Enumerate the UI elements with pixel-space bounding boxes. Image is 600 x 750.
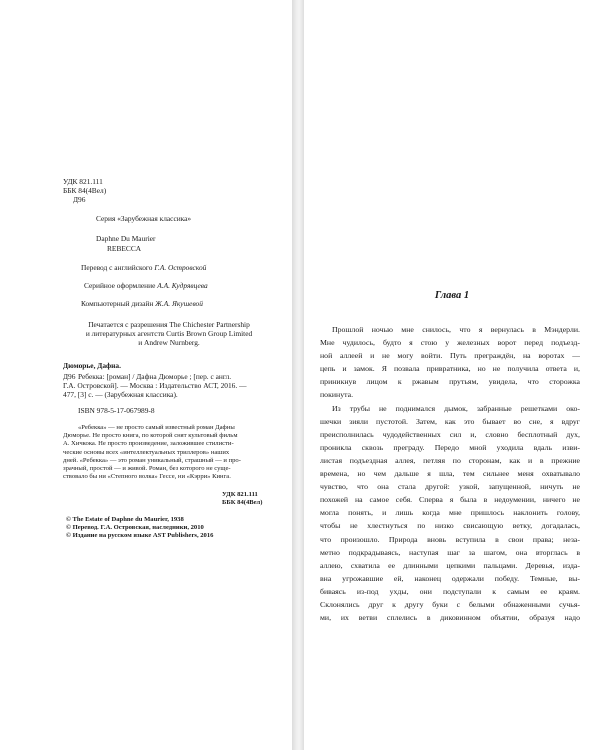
isbn: ISBN 978-5-17-067989-8 xyxy=(78,406,155,415)
original-title: REBECCA xyxy=(107,244,142,253)
translator-name: Г.А. Островской xyxy=(154,263,207,272)
catalog-line: Ребекка: [роман] / Дафна Дюморье ; [пер. с англ. xyxy=(78,372,232,381)
bbk-bottom-line: ББК 84(4Вел) xyxy=(222,499,263,507)
catalog-line: 477, [3] с. — (Зарубежная классика). xyxy=(63,390,178,399)
body-line: Мне чудилось, будто я стою у железных ворот перед подъезд- xyxy=(320,338,580,348)
body-line: Прошлой ночью мне снилось, что я вернулась в Мэндерли. xyxy=(332,325,580,334)
annotation-line: А. Хичкока. Не просто произведение, заложившее стилисти- xyxy=(63,440,234,448)
annotation-line: дней. «Ребекка» — это роман уникальный, страшный — и про- xyxy=(63,456,241,464)
body-line: преисполнилась чудодейственных сил и, словно бесплотный дух, xyxy=(320,429,580,439)
body-line: цепь и замок. Я позвала привратника, но не получила ответа и, xyxy=(320,364,580,374)
permission-notice xyxy=(64,320,274,347)
copyright-line: © Перевод. Г.А. Островская, наследники, 2010 xyxy=(66,524,204,532)
series-design-credit xyxy=(84,281,208,290)
series-designer-name: А.А. Кудрявцева xyxy=(157,281,208,290)
permission-line: и литературных агентств Curtis Brown Group Limited xyxy=(85,329,253,338)
chapter-title: Глава 1 xyxy=(434,290,470,301)
permission-line: и Andrew Nurnberg. xyxy=(138,338,200,347)
body-line: могла понять, и лишь когда мне пришлось наклонить голову, xyxy=(320,508,580,518)
annotation-line: Дюморье. Не просто книга, по которой снят культовый фильм xyxy=(63,432,238,440)
computer-design-credit xyxy=(81,299,203,308)
body-line: проникла сквозь преграду. Передо мной уходила вдаль изви- xyxy=(320,442,580,452)
book-spine-gutter xyxy=(292,0,304,750)
annotation-line: ческие основы всех «интеллектуальных триллеров» наших xyxy=(63,448,230,456)
catalog-code: Д96 xyxy=(63,372,76,381)
computer-designer-name: Ж.А. Якушевой xyxy=(155,299,203,308)
translation-prefix: Перевод с английского xyxy=(81,263,155,272)
bbk-code: ББК 84(4Вел) xyxy=(63,186,107,195)
chapter-body xyxy=(320,323,580,624)
copyright-line: © Издание на русском языке AST Publishers, 2016 xyxy=(66,532,214,540)
body-line: ной аллеей и не могу войти. Путь преграждён, на воротах — xyxy=(320,351,580,361)
permission-line: Печатается с разрешения The Chichester Partnership xyxy=(88,320,250,329)
copyright-line: © The Estate of Daphne du Maurier, 1938 xyxy=(66,516,184,523)
body-line: аллею, схватила ее длинными цепкими пальцами. Деревья, изда- xyxy=(320,560,580,570)
catalog-author: Дюморье, Дафна. xyxy=(63,361,121,370)
series-design-prefix: Серийное оформление xyxy=(84,281,158,290)
body-line: биваясь из-под ухды, они подступали к самым ее краям. xyxy=(320,586,580,596)
udk-bottom xyxy=(222,491,262,507)
body-line: что произошло. Природа вновь вступила в свои права; неза- xyxy=(320,534,580,544)
annotation xyxy=(63,424,275,481)
body-line: чувство, что она стала другой: узкой, запущенной, ничуть не xyxy=(320,482,580,492)
udk-block xyxy=(63,177,106,204)
catalog-line: Г.А. Островской]. — Москва : Издательство АСТ, 2016. — xyxy=(63,381,247,390)
copyrights xyxy=(66,516,213,541)
body-line: Склонялись друг к другу буки с белыми обнаженными сучья- xyxy=(320,599,580,609)
body-line: приникнув лицом к ржавым прутьям, увидела, что сторожка xyxy=(320,377,580,387)
body-line: времена, но чем дальше я шла, тем сильнее меня охватывало xyxy=(320,469,580,479)
body-line: Из трубы не поднимался дымок, забранные решетками око- xyxy=(332,403,580,413)
annotation-line: ствовало бы ни «Степного волка» Гессе, ни «Кэрри» Кинга. xyxy=(63,473,231,481)
series-line: Серия «Зарубежная классика» xyxy=(96,214,192,223)
body-line: покинута. xyxy=(320,390,354,400)
computer-design-prefix: Компьютерный дизайн xyxy=(81,299,156,308)
body-line: похожей на самое себя. Сперва я была в недоумении, ничего не xyxy=(320,495,580,505)
original-author: Daphne Du Maurier xyxy=(96,234,156,243)
translation-credit xyxy=(81,263,206,272)
body-line: чтобы не хлестнуться по низко свисающую ветку, догадалась, xyxy=(320,521,580,531)
body-line: метно подкрадываясь, наступая шаг за шагом, она вторглась в xyxy=(320,547,580,557)
annotation-line: зрачный, простой — и живой. Роман, без которого не суще- xyxy=(63,465,231,473)
annotation-line: «Ребекка» — не просто самый известный роман Дафны xyxy=(78,424,235,431)
body-line: листая подъездная аллея, петляя по сторонам, как и в прежние xyxy=(320,455,580,465)
body-line: шечки зияли пустотой. Затем, как это бывает во сне, я вдруг xyxy=(320,416,580,426)
udk-bottom-line: УДК 821.111 xyxy=(222,491,258,498)
udk-code: УДК 821.111 xyxy=(63,177,103,186)
body-line: ми, их ветви сплелись в диковинном объятии, образуя надо xyxy=(320,613,580,623)
author-mark: Д96 xyxy=(73,195,86,204)
body-line: вна угрожавшие ей, наконец одержали победу. Темные, вы- xyxy=(320,573,580,583)
